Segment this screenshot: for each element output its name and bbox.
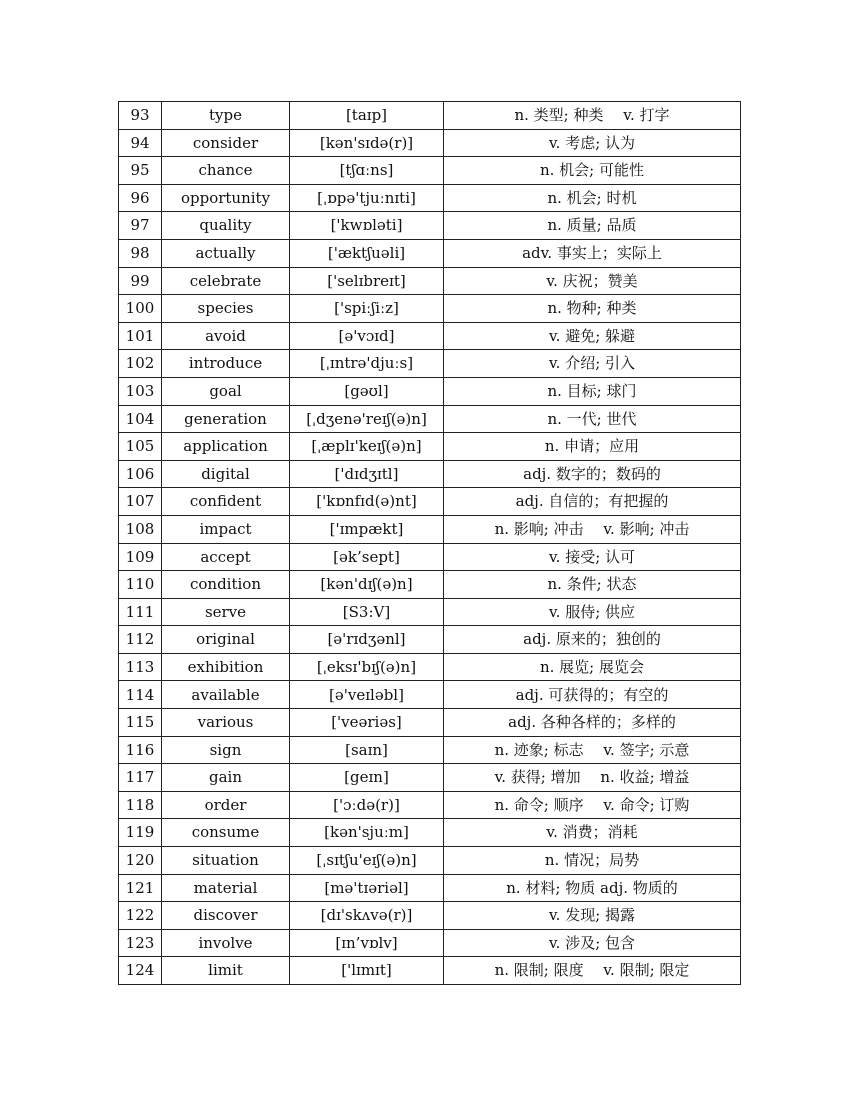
table-row bbox=[119, 295, 741, 323]
table-row bbox=[119, 433, 741, 461]
phonetic-cell: [ɪn’vɒlv] bbox=[290, 929, 444, 957]
word-cell: quality bbox=[162, 212, 290, 240]
phonetic-cell: [ək’sept] bbox=[290, 543, 444, 571]
word-cell: exhibition bbox=[162, 653, 290, 681]
definition-cell: v. 发现; 揭露 bbox=[444, 902, 741, 930]
definition-cell: v. 避免; 躲避 bbox=[444, 322, 741, 350]
word-cell: available bbox=[162, 681, 290, 709]
word-number-cell: 115 bbox=[119, 709, 162, 737]
definition-cell: adj. 自信的；有把握的 bbox=[444, 488, 741, 516]
word-number-cell: 110 bbox=[119, 571, 162, 599]
table-row bbox=[119, 819, 741, 847]
definition-cell: v. 服侍; 供应 bbox=[444, 598, 741, 626]
word-number-cell: 122 bbox=[119, 902, 162, 930]
word-cell: impact bbox=[162, 515, 290, 543]
definition-cell: n. 影响; 冲击 v. 影响; 冲击 bbox=[444, 515, 741, 543]
definition-cell: n. 申请；应用 bbox=[444, 433, 741, 461]
word-number-cell: 117 bbox=[119, 764, 162, 792]
definition-cell: n. 命令; 顺序 v. 命令; 订购 bbox=[444, 791, 741, 819]
table-row bbox=[119, 681, 741, 709]
phonetic-cell: [ˌɪntrə'djuːs] bbox=[290, 350, 444, 378]
table-row bbox=[119, 350, 741, 378]
table-row bbox=[119, 874, 741, 902]
phonetic-cell: [ˌsɪtʃu'eɪʃ(ə)n] bbox=[290, 847, 444, 875]
word-number-cell: 96 bbox=[119, 184, 162, 212]
word-number-cell: 100 bbox=[119, 295, 162, 323]
word-number-cell: 103 bbox=[119, 377, 162, 405]
definition-cell: n. 条件; 状态 bbox=[444, 571, 741, 599]
word-number-cell: 112 bbox=[119, 626, 162, 654]
table-row bbox=[119, 212, 741, 240]
table-row bbox=[119, 405, 741, 433]
table-row bbox=[119, 377, 741, 405]
table-row bbox=[119, 239, 741, 267]
word-number-cell: 116 bbox=[119, 736, 162, 764]
word-number-cell: 94 bbox=[119, 129, 162, 157]
definition-cell: v. 庆祝；赞美 bbox=[444, 267, 741, 295]
table-row bbox=[119, 929, 741, 957]
word-cell: consider bbox=[162, 129, 290, 157]
phonetic-cell: [ə'vɔɪd] bbox=[290, 322, 444, 350]
word-cell: order bbox=[162, 791, 290, 819]
word-cell: various bbox=[162, 709, 290, 737]
word-cell: condition bbox=[162, 571, 290, 599]
phonetic-cell: [mə'tɪəriəl] bbox=[290, 874, 444, 902]
word-number-cell: 98 bbox=[119, 239, 162, 267]
definition-cell: v. 获得; 增加 n. 收益; 增益 bbox=[444, 764, 741, 792]
definition-cell: adj. 可获得的；有空的 bbox=[444, 681, 741, 709]
word-cell: application bbox=[162, 433, 290, 461]
phonetic-cell: ['kɒnfɪd(ə)nt] bbox=[290, 488, 444, 516]
table-row bbox=[119, 957, 741, 985]
definition-cell: adj. 各种各样的；多样的 bbox=[444, 709, 741, 737]
definition-cell: n. 展览; 展览会 bbox=[444, 653, 741, 681]
word-number-cell: 101 bbox=[119, 322, 162, 350]
phonetic-cell: ['æktʃuəli] bbox=[290, 239, 444, 267]
word-cell: generation bbox=[162, 405, 290, 433]
word-cell: digital bbox=[162, 460, 290, 488]
phonetic-cell: [dɪ'skʌvə(r)] bbox=[290, 902, 444, 930]
word-cell: discover bbox=[162, 902, 290, 930]
word-cell: consume bbox=[162, 819, 290, 847]
definition-cell: n. 一代; 世代 bbox=[444, 405, 741, 433]
vocabulary-table-body bbox=[119, 102, 741, 985]
table-row bbox=[119, 764, 741, 792]
table-row bbox=[119, 653, 741, 681]
word-number-cell: 93 bbox=[119, 102, 162, 130]
word-cell: introduce bbox=[162, 350, 290, 378]
word-number-cell: 119 bbox=[119, 819, 162, 847]
word-number-cell: 97 bbox=[119, 212, 162, 240]
phonetic-cell: ['selɪbreɪt] bbox=[290, 267, 444, 295]
word-number-cell: 106 bbox=[119, 460, 162, 488]
phonetic-cell: [kən'sɪdə(r)] bbox=[290, 129, 444, 157]
table-row bbox=[119, 543, 741, 571]
word-number-cell: 118 bbox=[119, 791, 162, 819]
definition-cell: n. 限制; 限度 v. 限制; 限定 bbox=[444, 957, 741, 985]
table-row bbox=[119, 791, 741, 819]
phonetic-cell: [kən'sjuːm] bbox=[290, 819, 444, 847]
definition-cell: n. 类型; 种类 v. 打字 bbox=[444, 102, 741, 130]
table-row bbox=[119, 267, 741, 295]
word-cell: serve bbox=[162, 598, 290, 626]
definition-cell: n. 质量; 品质 bbox=[444, 212, 741, 240]
phonetic-cell: ['ɪmpækt] bbox=[290, 515, 444, 543]
phonetic-cell: [gəʊl] bbox=[290, 377, 444, 405]
phonetic-cell: [S3:V] bbox=[290, 598, 444, 626]
table-row bbox=[119, 515, 741, 543]
phonetic-cell: [ə'veɪləbl] bbox=[290, 681, 444, 709]
word-cell: sign bbox=[162, 736, 290, 764]
definition-cell: v. 考虑; 认为 bbox=[444, 129, 741, 157]
table-row bbox=[119, 626, 741, 654]
word-number-cell: 108 bbox=[119, 515, 162, 543]
word-number-cell: 107 bbox=[119, 488, 162, 516]
phonetic-cell: [geɪn] bbox=[290, 764, 444, 792]
definition-cell: adv. 事实上；实际上 bbox=[444, 239, 741, 267]
word-number-cell: 104 bbox=[119, 405, 162, 433]
table-row bbox=[119, 157, 741, 185]
table-row bbox=[119, 902, 741, 930]
word-cell: gain bbox=[162, 764, 290, 792]
word-cell: avoid bbox=[162, 322, 290, 350]
phonetic-cell: [ˌdʒenə'reɪʃ(ə)n] bbox=[290, 405, 444, 433]
word-cell: type bbox=[162, 102, 290, 130]
definition-cell: n. 材料; 物质 adj. 物质的 bbox=[444, 874, 741, 902]
table-row bbox=[119, 571, 741, 599]
phonetic-cell: [ˌæplɪ'keɪʃ(ə)n] bbox=[290, 433, 444, 461]
word-cell: confident bbox=[162, 488, 290, 516]
definition-cell: n. 迹象; 标志 v. 签字; 示意 bbox=[444, 736, 741, 764]
phonetic-cell: [tʃɑːns] bbox=[290, 157, 444, 185]
table-row bbox=[119, 488, 741, 516]
definition-cell: n. 情况；局势 bbox=[444, 847, 741, 875]
word-cell: accept bbox=[162, 543, 290, 571]
phonetic-cell: ['ɔːdə(r)] bbox=[290, 791, 444, 819]
table-row bbox=[119, 709, 741, 737]
word-number-cell: 105 bbox=[119, 433, 162, 461]
phonetic-cell: [ˌeksɪ'bɪʃ(ə)n] bbox=[290, 653, 444, 681]
phonetic-cell: ['kwɒləti] bbox=[290, 212, 444, 240]
word-number-cell: 111 bbox=[119, 598, 162, 626]
word-cell: material bbox=[162, 874, 290, 902]
table-row bbox=[119, 184, 741, 212]
phonetic-cell: ['lɪmɪt] bbox=[290, 957, 444, 985]
definition-cell: v. 涉及; 包含 bbox=[444, 929, 741, 957]
word-number-cell: 99 bbox=[119, 267, 162, 295]
definition-cell: adj. 数字的；数码的 bbox=[444, 460, 741, 488]
phonetic-cell: ['dɪdʒɪtl] bbox=[290, 460, 444, 488]
word-number-cell: 114 bbox=[119, 681, 162, 709]
word-cell: original bbox=[162, 626, 290, 654]
phonetic-cell: [ˌɒpə'tjuːnɪti] bbox=[290, 184, 444, 212]
word-number-cell: 124 bbox=[119, 957, 162, 985]
table-row bbox=[119, 322, 741, 350]
word-cell: species bbox=[162, 295, 290, 323]
word-cell: limit bbox=[162, 957, 290, 985]
word-number-cell: 102 bbox=[119, 350, 162, 378]
definition-cell: adj. 原来的；独创的 bbox=[444, 626, 741, 654]
table-row bbox=[119, 129, 741, 157]
word-cell: chance bbox=[162, 157, 290, 185]
table-row bbox=[119, 598, 741, 626]
definition-cell: v. 介绍; 引入 bbox=[444, 350, 741, 378]
word-cell: actually bbox=[162, 239, 290, 267]
phonetic-cell: ['veəriəs] bbox=[290, 709, 444, 737]
table-row bbox=[119, 847, 741, 875]
phonetic-cell: [kən'dɪʃ(ə)n] bbox=[290, 571, 444, 599]
word-cell: goal bbox=[162, 377, 290, 405]
word-cell: situation bbox=[162, 847, 290, 875]
word-cell: involve bbox=[162, 929, 290, 957]
word-cell: celebrate bbox=[162, 267, 290, 295]
word-number-cell: 123 bbox=[119, 929, 162, 957]
definition-cell: n. 机会; 时机 bbox=[444, 184, 741, 212]
definition-cell: n. 目标; 球门 bbox=[444, 377, 741, 405]
phonetic-cell: [ə'rɪdʒənl] bbox=[290, 626, 444, 654]
word-number-cell: 121 bbox=[119, 874, 162, 902]
word-cell: opportunity bbox=[162, 184, 290, 212]
definition-cell: v. 接受; 认可 bbox=[444, 543, 741, 571]
definition-cell: v. 消费；消耗 bbox=[444, 819, 741, 847]
table-row bbox=[119, 102, 741, 130]
definition-cell: n. 机会; 可能性 bbox=[444, 157, 741, 185]
phonetic-cell: ['spiːʃiːz] bbox=[290, 295, 444, 323]
vocabulary-table bbox=[118, 101, 741, 985]
word-number-cell: 95 bbox=[119, 157, 162, 185]
table-row bbox=[119, 736, 741, 764]
word-number-cell: 113 bbox=[119, 653, 162, 681]
word-number-cell: 109 bbox=[119, 543, 162, 571]
table-row bbox=[119, 460, 741, 488]
phonetic-cell: [saɪn] bbox=[290, 736, 444, 764]
word-number-cell: 120 bbox=[119, 847, 162, 875]
definition-cell: n. 物种; 种类 bbox=[444, 295, 741, 323]
phonetic-cell: [taɪp] bbox=[290, 102, 444, 130]
